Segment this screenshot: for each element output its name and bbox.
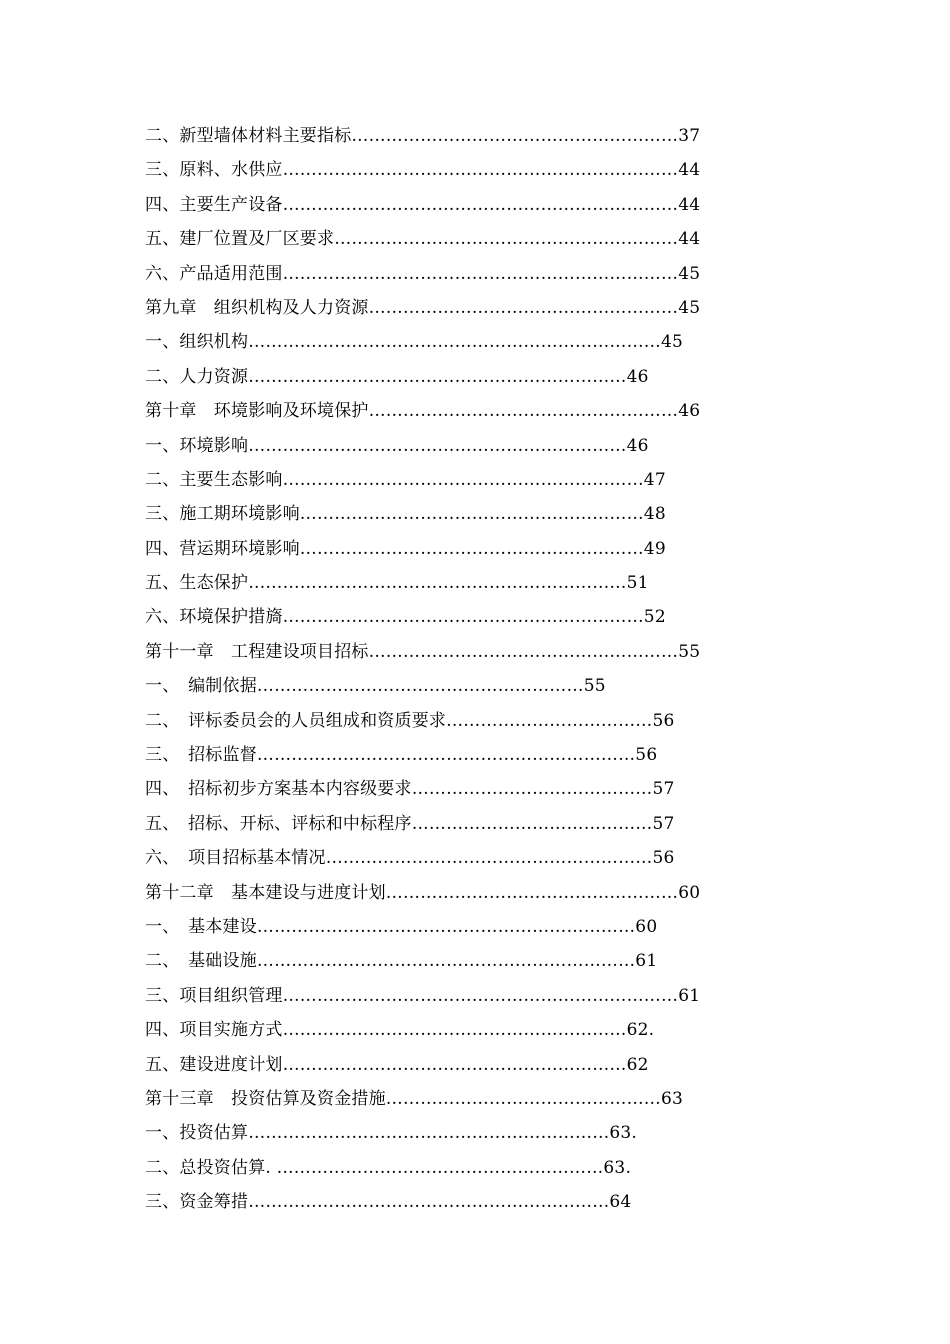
toc-entry: 三、 招标监督…………………………………………………………56	[145, 745, 658, 766]
toc-chapter-entry: 第十二章 基本建设与进度计划……………………………………………60	[145, 882, 701, 903]
toc-chapter-entry: 第十章 环境影响及环境保护………………………………………………46	[145, 401, 701, 422]
toc-entry: 六、环境保护措旖………………………………………………………52	[145, 607, 666, 628]
toc-entry: 五、 招标、开标、评标和中标程序……………………………………57	[145, 813, 675, 834]
toc-chapter-entry: 第九章 组织机构及人力资源………………………………………………45	[145, 297, 701, 318]
toc-entry: 五、建设进度计划……………………………………………………62	[145, 1054, 649, 1075]
toc-entry: 一、 基本建设…………………………………………………………60	[145, 916, 658, 937]
toc-entry: 二、 评标委员会的人员组成和资质要求………………………………56	[145, 710, 675, 731]
toc-entry: 二、主要生态影响………………………………………………………47	[145, 469, 666, 490]
toc-entry: 二、总投资估算. …………………………………………………63.	[145, 1157, 632, 1178]
toc-entry: 一、 编制依据…………………………………………………55	[145, 676, 606, 697]
toc-entry: 六、产品适用范围……………………………………………………………45	[145, 263, 701, 284]
toc-chapter-entry: 第十三章 投资估算及资金措施…………………………………………63	[145, 1088, 684, 1109]
toc-entry: 二、 基础设施…………………………………………………………61	[145, 951, 658, 972]
toc-entry: 五、生态保护…………………………………………………………51	[145, 573, 649, 594]
toc-entry: 一、环境影响…………………………………………………………46	[145, 435, 649, 456]
toc-entry: 四、主要生产设备……………………………………………………………44	[145, 194, 701, 215]
toc-entry: 四、营运期环境影响……………………………………………………49	[145, 538, 666, 559]
toc-chapter-entry: 第十一章 工程建设项目招标………………………………………………55	[145, 641, 701, 662]
toc-entry: 三、施工期环境影响……………………………………………………48	[145, 504, 666, 525]
toc-entry: 三、项目组织管理……………………………………………………………61	[145, 985, 701, 1006]
toc-entry: 一、投资估算………………………………………………………63.	[145, 1123, 638, 1144]
toc-entry: 四、 招标初步方案基本内容级要求……………………………………57	[145, 779, 675, 800]
toc-entry: 三、资金筹措………………………………………………………64	[145, 1192, 632, 1213]
toc-entry: 五、建厂位置及厂区要求……………………………………………………44	[145, 229, 701, 250]
toc-entry: 二、人力资源…………………………………………………………46	[145, 366, 649, 387]
toc-entry: 二、新型墙体材料主要指标…………………………………………………37	[145, 126, 701, 146]
toc-entry: 六、 项目招标基本情况…………………………………………………56	[145, 848, 675, 869]
toc-entry: 一、组织机构………………………………………………………………45	[145, 332, 684, 353]
toc-entry: 四、项目实施方式……………………………………………………62.	[145, 1020, 655, 1041]
toc-entry: 三、原料、水供应……………………………………………………………44	[145, 160, 701, 181]
table-of-contents	[145, 119, 845, 1220]
